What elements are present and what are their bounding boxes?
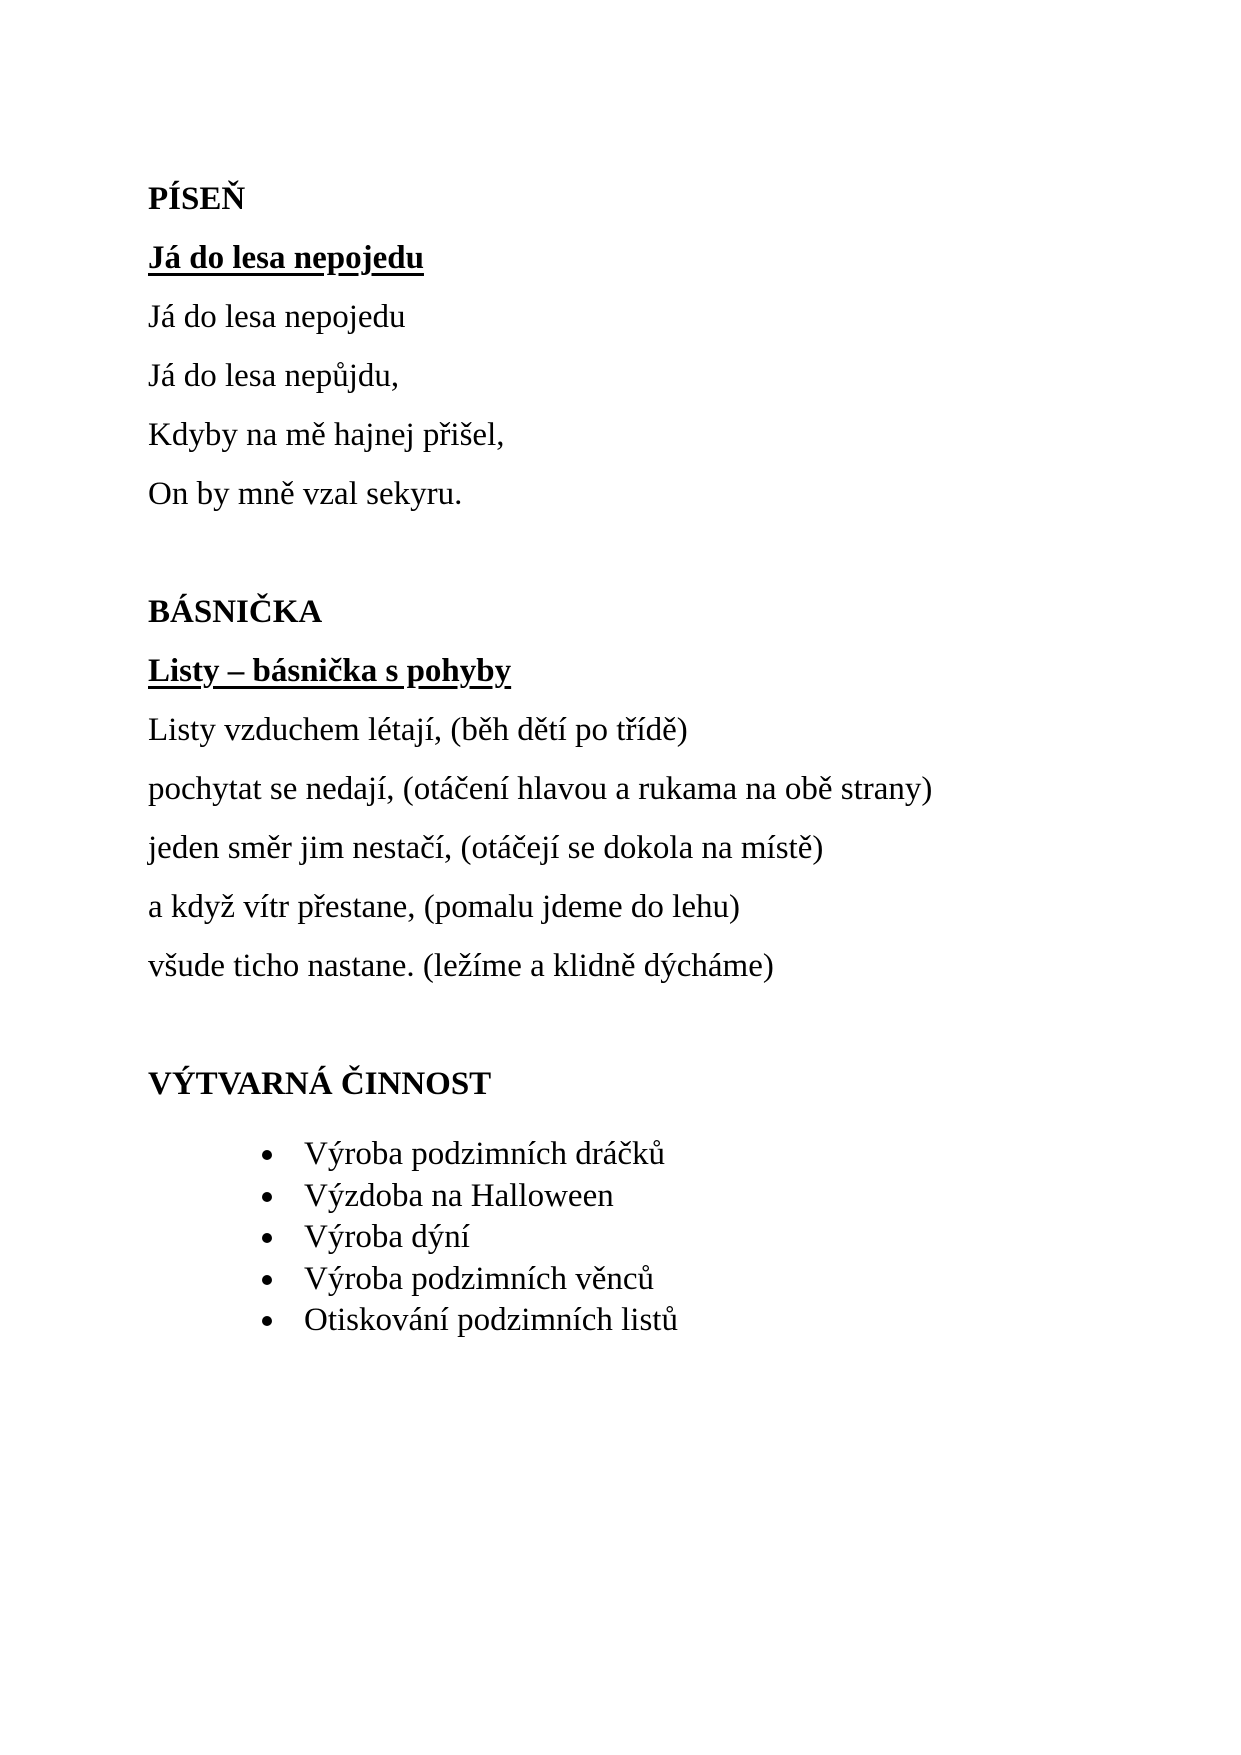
section-song	[148, 170, 1151, 524]
poem-line: Listy vzduchem létají, (běh dětí po třídě)	[148, 712, 688, 748]
list-item	[148, 1259, 1151, 1301]
song-line: Já do lesa nepůjdu,	[148, 358, 400, 394]
poem-line: a když vítr přestane, (pomalu jdeme do lehu)	[148, 889, 740, 925]
song-line: On by mně vzal sekyru.	[148, 476, 463, 512]
poem-title: Listy – básnička s pohyby	[148, 653, 512, 689]
list-item	[148, 1176, 1151, 1218]
activity-list	[148, 1134, 1151, 1342]
activity-label: Výroba dýní	[304, 1219, 470, 1255]
poem-line: jeden směr jim nestačí, (otáčejí se dokola na místě)	[148, 830, 824, 866]
poem-line: pochytat se nedají, (otáčení hlavou a rukama na obě strany)	[148, 771, 933, 807]
bullet-dot-icon	[262, 1316, 272, 1326]
activity-label: Otiskování podzimních listů	[304, 1302, 678, 1338]
activity-label: Výzdoba na Halloween	[304, 1177, 614, 1214]
poem-line: všude ticho nastane. (ležíme a klidně dýcháme)	[148, 948, 774, 984]
song-line: Já do lesa nepojedu	[148, 299, 406, 335]
list-item	[148, 1134, 1151, 1176]
bullet-dot-icon	[262, 1275, 272, 1285]
section-heading-song: PÍSEŇ	[148, 181, 246, 217]
bullet-dot-icon	[262, 1233, 272, 1243]
section-heading-art: VÝTVARNÁ ČINNOST	[148, 1066, 492, 1102]
list-item	[148, 1217, 1151, 1259]
section-heading-poem: BÁSNIČKA	[148, 594, 323, 630]
section-art-activity	[148, 1055, 1151, 1342]
section-poem	[148, 583, 1151, 996]
bullet-dot-icon	[262, 1192, 272, 1202]
activity-label: Výroba podzimních věnců	[304, 1260, 655, 1297]
list-item	[148, 1300, 1151, 1342]
bullet-dot-icon	[262, 1150, 272, 1160]
activity-label: Výroba podzimních dráčků	[304, 1136, 666, 1172]
song-title: Já do lesa nepojedu	[148, 240, 424, 276]
song-line: Kdyby na mě hajnej přišel,	[148, 417, 505, 453]
